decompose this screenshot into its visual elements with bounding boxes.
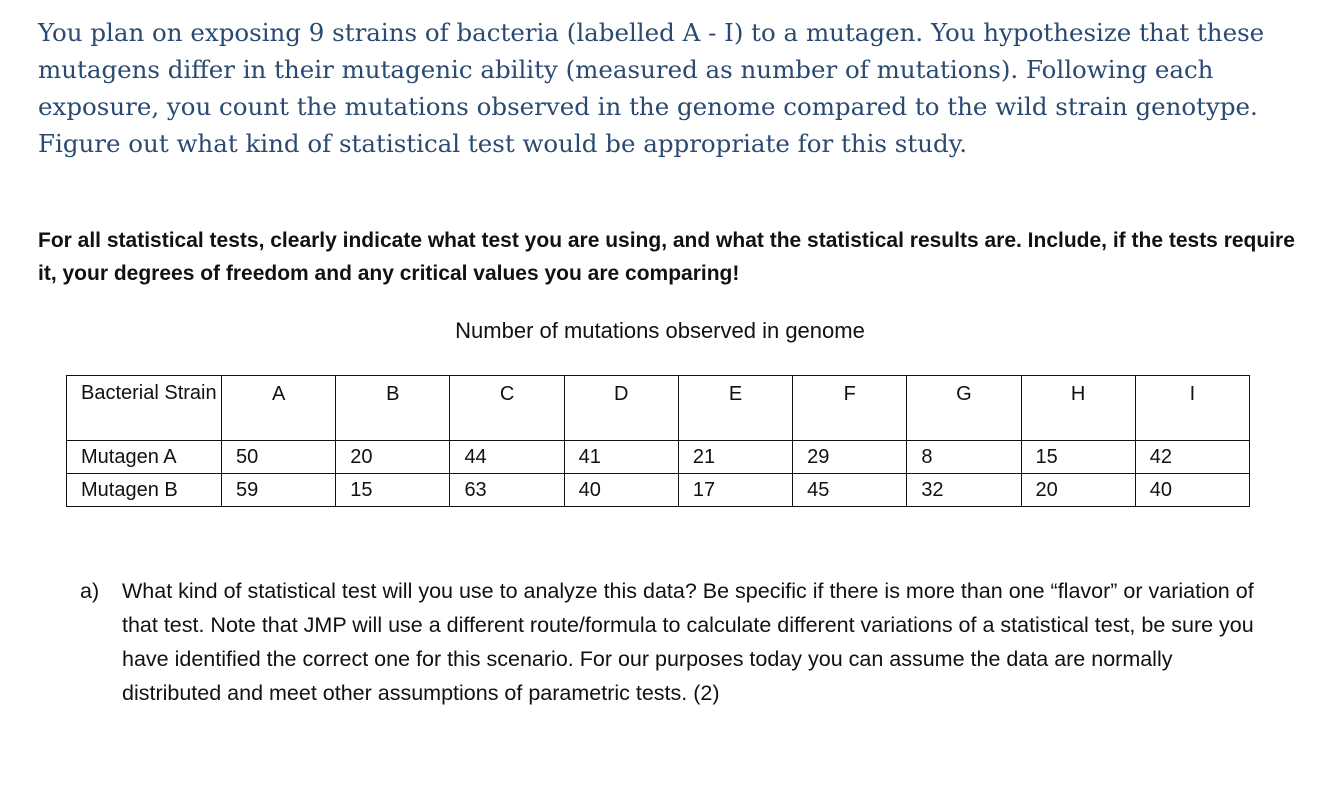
table-cell: 42: [1135, 441, 1249, 474]
strain-header: E: [678, 376, 792, 441]
row-label: Mutagen A: [67, 441, 222, 474]
strain-header: B: [336, 376, 450, 441]
strain-header: D: [564, 376, 678, 441]
table-cell: 63: [450, 474, 564, 507]
strain-header: A: [222, 376, 336, 441]
table-cell: 17: [678, 474, 792, 507]
table-cell: 41: [564, 441, 678, 474]
question-a: [80, 574, 1260, 710]
instruction-text: For all statistical tests, clearly indicate what test you are using, and what the statistical results are. Include, if the tests require it, your degrees of freedom and any critical values you are comparing!: [38, 229, 1295, 285]
header-label-cell: Bacterial Strain: [67, 376, 222, 441]
strain-header: G: [907, 376, 1021, 441]
problem-intro: You plan on exposing 9 strains of bacteria (labelled A - I) to a mutagen. You hypothesize that these mutagens differ in their mutagenic ability (measured as number of mutations). Following each exposure, you count the mutations observed in the genome compared to the wild strain genotype. Figure out what kind of statistical test would be appropriate for this study.: [38, 18, 1265, 158]
strain-header: I: [1135, 376, 1249, 441]
table-cell: 15: [1021, 441, 1135, 474]
question-text[interactable]: What kind of statistical test will you use to analyze this data? Be specific if there is more than one “flavor” or variation of that test. Note that JMP will use a different route/formula to calculate different variations of a statistical test, be sure you have identified the correct one for this scenario. For our purposes today you can assume the data are normally distributed and meet other assumptions of parametric tests. (2): [122, 579, 1254, 705]
strain-header: F: [793, 376, 907, 441]
row-label: Mutagen B: [67, 474, 222, 507]
table-cell: 45: [793, 474, 907, 507]
table-cell: 15: [336, 474, 450, 507]
table-cell: 32: [907, 474, 1021, 507]
table-cell: 44: [450, 441, 564, 474]
question-marker: a): [80, 579, 100, 603]
table-title: Number of mutations observed in genome: [455, 318, 865, 343]
strain-header: C: [450, 376, 564, 441]
table-row: [67, 474, 1250, 507]
table-cell: 8: [907, 441, 1021, 474]
table-cell: 50: [222, 441, 336, 474]
mutation-table: [66, 375, 1250, 507]
table-header-row: [67, 376, 1250, 441]
table-row: [67, 441, 1250, 474]
table-cell: 20: [1021, 474, 1135, 507]
strain-header: H: [1021, 376, 1135, 441]
table-cell: 20: [336, 441, 450, 474]
table-cell: 59: [222, 474, 336, 507]
table-cell: 40: [564, 474, 678, 507]
table-cell: 21: [678, 441, 792, 474]
table-cell: 29: [793, 441, 907, 474]
table-cell: 40: [1135, 474, 1249, 507]
